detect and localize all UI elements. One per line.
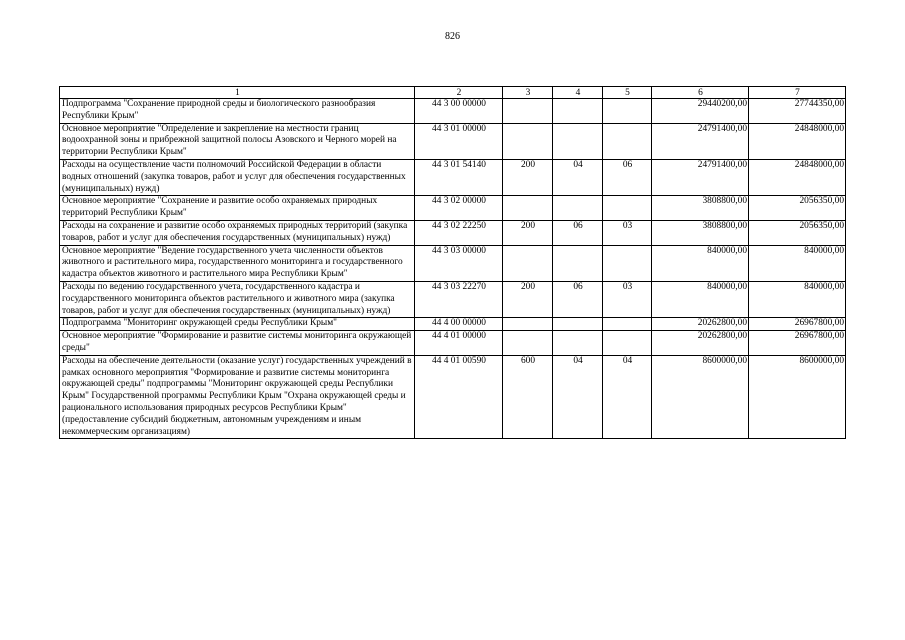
row-name: Подпрограмма "Мониторинг окружающей среды Республики Крым" xyxy=(60,318,415,331)
table-row xyxy=(60,123,846,159)
row-rz: 04 xyxy=(553,355,603,439)
row-rz xyxy=(553,99,603,124)
row-vr: 200 xyxy=(503,281,553,317)
row-vr: 600 xyxy=(503,355,553,439)
row-amount-2: 8600000,00 xyxy=(749,355,846,439)
row-vr xyxy=(503,245,553,281)
table-row xyxy=(60,196,846,221)
row-amount-2: 24848000,00 xyxy=(749,159,846,195)
row-rz xyxy=(553,318,603,331)
row-code: 44 3 02 00000 xyxy=(415,196,503,221)
row-code: 44 3 02 22250 xyxy=(415,220,503,245)
row-amount-2: 2056350,00 xyxy=(749,220,846,245)
row-pr: 04 xyxy=(603,355,652,439)
row-pr xyxy=(603,331,652,356)
row-code: 44 3 01 00000 xyxy=(415,123,503,159)
row-amount-1: 20262800,00 xyxy=(652,318,749,331)
row-pr xyxy=(603,123,652,159)
header-col-3: 3 xyxy=(503,87,553,99)
row-name: Расходы на осуществление части полномочий Российской Федерации в области водных отношений (закупка товаров, работ и услуг для обеспечения государственных (муниципальных) нужд) xyxy=(60,159,415,195)
table-row xyxy=(60,331,846,356)
row-vr xyxy=(503,99,553,124)
row-name: Расходы на сохранение и развитие особо охраняемых природных территорий (закупка товаров, работ и услуг для обеспечения государственных (муниципальных) нужд) xyxy=(60,220,415,245)
table-row xyxy=(60,281,846,317)
row-code: 44 4 01 00000 xyxy=(415,331,503,356)
row-rz: 06 xyxy=(553,220,603,245)
row-amount-1: 840000,00 xyxy=(652,245,749,281)
row-amount-1: 24791400,00 xyxy=(652,159,749,195)
row-name: Основное мероприятие "Формирование и развитие системы мониторинга окружающей среды" xyxy=(60,331,415,356)
row-amount-1: 20262800,00 xyxy=(652,331,749,356)
row-code: 44 3 00 00000 xyxy=(415,99,503,124)
row-amount-2: 26967800,00 xyxy=(749,318,846,331)
row-amount-1: 3808800,00 xyxy=(652,220,749,245)
header-col-7: 7 xyxy=(749,87,846,99)
budget-table xyxy=(59,86,846,439)
row-pr: 03 xyxy=(603,220,652,245)
header-row xyxy=(60,87,846,99)
row-name: Расходы по ведению государственного учета, государственного кадастра и государственного мониторинга объектов растительного и животного мира (закупка товаров, работ и услуг для обеспечения государственных (муниципальных) нужд) xyxy=(60,281,415,317)
header-col-1: 1 xyxy=(60,87,415,99)
row-amount-1: 3808800,00 xyxy=(652,196,749,221)
row-pr: 03 xyxy=(603,281,652,317)
header-col-4: 4 xyxy=(553,87,603,99)
row-pr xyxy=(603,245,652,281)
row-amount-2: 24848000,00 xyxy=(749,123,846,159)
row-rz: 06 xyxy=(553,281,603,317)
row-pr xyxy=(603,196,652,221)
page-number: 826 xyxy=(445,31,460,42)
row-rz xyxy=(553,331,603,356)
row-code: 44 4 00 00000 xyxy=(415,318,503,331)
row-name: Основное мероприятие "Сохранение и развитие особо охраняемых природных территорий Республики Крым" xyxy=(60,196,415,221)
row-name: Основное мероприятие "Ведение государственного учета численности объектов животного и растительного мира, государственного мониторинга и государственного кадастра объектов животного и растительного мира Республики Крым" xyxy=(60,245,415,281)
table-row xyxy=(60,355,846,439)
row-vr xyxy=(503,123,553,159)
header-col-5: 5 xyxy=(603,87,652,99)
row-amount-2: 840000,00 xyxy=(749,245,846,281)
row-pr xyxy=(603,318,652,331)
row-code: 44 4 01 00590 xyxy=(415,355,503,439)
row-vr xyxy=(503,318,553,331)
row-pr: 06 xyxy=(603,159,652,195)
row-rz xyxy=(553,245,603,281)
row-amount-1: 24791400,00 xyxy=(652,123,749,159)
table-row xyxy=(60,318,846,331)
row-name: Основное мероприятие "Определение и закрепление на местности границ водоохранной зоны и прибрежной защитной полосы Азовского и Черного морей на территории Республики Крым" xyxy=(60,123,415,159)
row-vr xyxy=(503,331,553,356)
row-vr xyxy=(503,196,553,221)
row-name: Подпрограмма "Сохранение природной среды и биологического разнообразия Республики Крым" xyxy=(60,99,415,124)
row-amount-1: 29440200,00 xyxy=(652,99,749,124)
row-pr xyxy=(603,99,652,124)
row-amount-2: 2056350,00 xyxy=(749,196,846,221)
row-rz: 04 xyxy=(553,159,603,195)
row-amount-2: 840000,00 xyxy=(749,281,846,317)
table-row xyxy=(60,220,846,245)
row-code: 44 3 01 54140 xyxy=(415,159,503,195)
row-code: 44 3 03 00000 xyxy=(415,245,503,281)
row-code: 44 3 03 22270 xyxy=(415,281,503,317)
table-row xyxy=(60,245,846,281)
header-col-2: 2 xyxy=(415,87,503,99)
row-amount-1: 8600000,00 xyxy=(652,355,749,439)
row-rz xyxy=(553,196,603,221)
table-row xyxy=(60,99,846,124)
row-amount-2: 27744350,00 xyxy=(749,99,846,124)
table-row xyxy=(60,159,846,195)
row-amount-2: 26967800,00 xyxy=(749,331,846,356)
header-col-6: 6 xyxy=(652,87,749,99)
row-vr: 200 xyxy=(503,220,553,245)
row-amount-1: 840000,00 xyxy=(652,281,749,317)
row-name: Расходы на обеспечение деятельности (оказание услуг) государственных учреждений в рамках основного мероприятия "Формирование и развитие системы мониторинга окружающей среды" подпрограммы "Мониторинг окружающей среды Республики Крым" Государственной программы Республики Крым "Охрана окружающей среды и рационального использования природных ресурсов Республики Крым" (предоставление субсидий бюджетным, автономным учреждениям и иным некоммерческим организациям) xyxy=(60,355,415,439)
row-rz xyxy=(553,123,603,159)
row-vr: 200 xyxy=(503,159,553,195)
